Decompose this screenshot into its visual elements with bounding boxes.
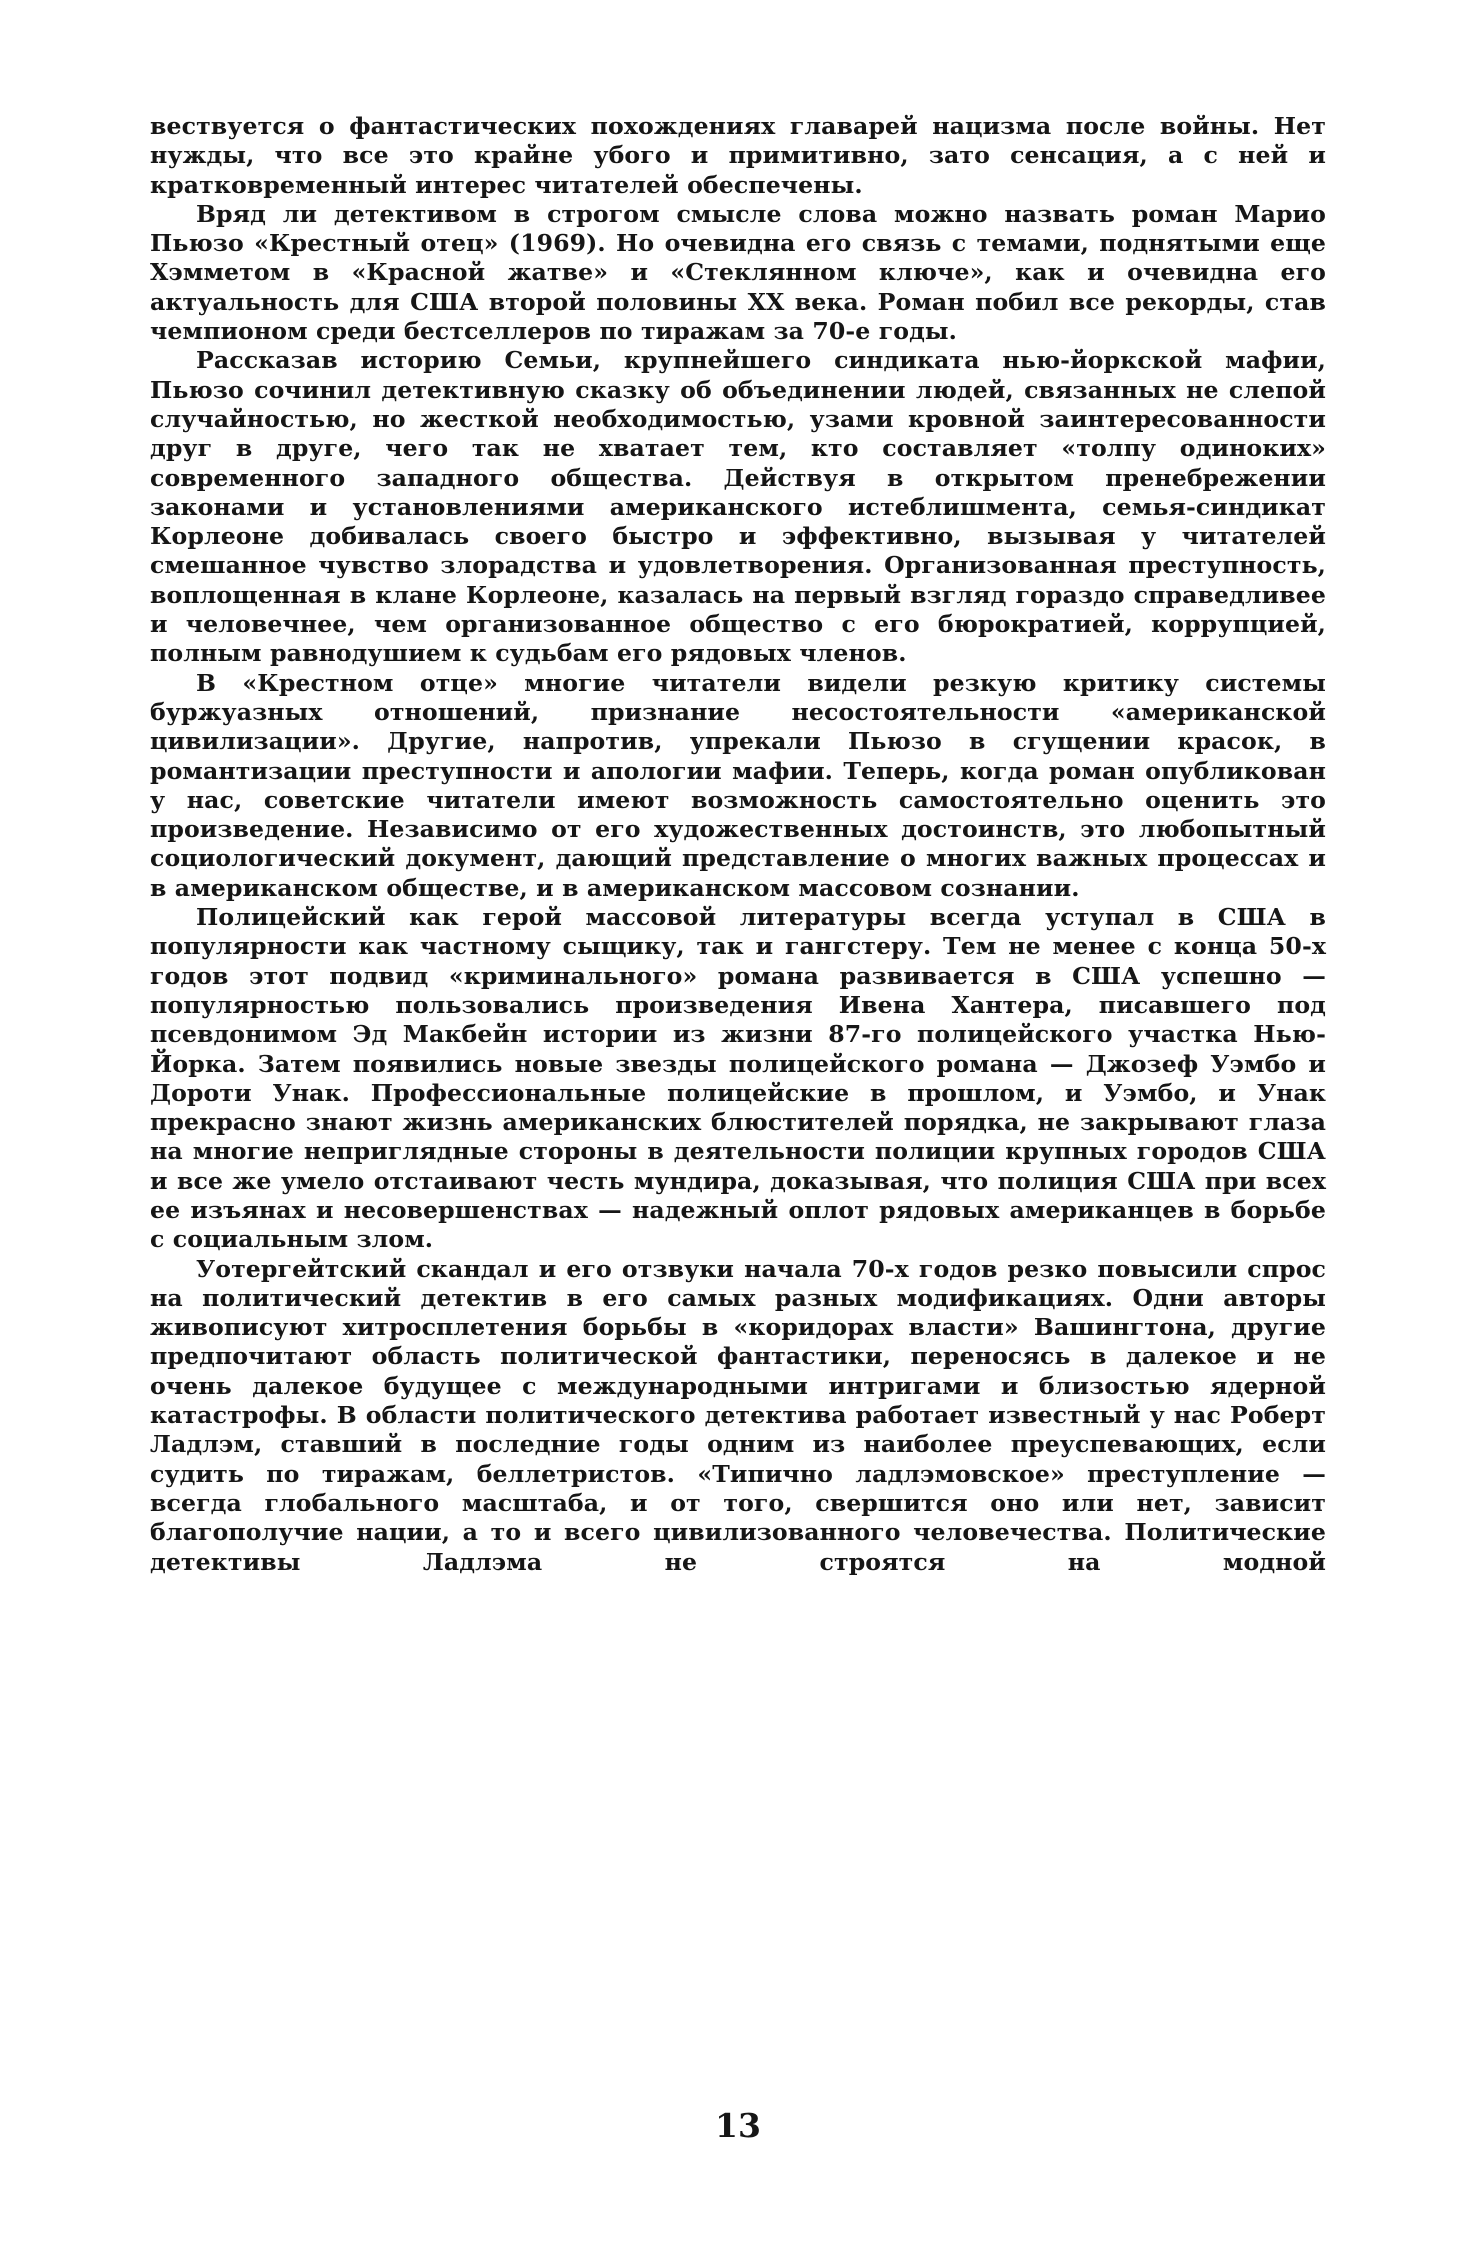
paragraph-6: Уотергейтский скандал и его отзвуки начала 70-х годов резко повысили спрос на политический детектив в его самых разных модификациях. Одни авторы живописуют хитросплетения борьбы в «коридорах власти» Вашингтона, другие предпочитают область политической фантастики, переносясь в далекое и не очень далекое будущее с международными интригами и близостью ядерной катастрофы. В области политического детектива работает известный у нас Роберт Ладлэм, ставший в последние годы одним из наиболее преуспевающих, если судить по тиражам, беллетристов. «Типично ладлэмовское» преступление — всегда глобального масштаба, и от того, свершится оно или нет, зависит благополучие нации, а то и всего цивилизованного человечества. Политические детективы Ладлэма не строятся на модной (150, 1254, 1326, 1576)
paragraph-1: вествуется о фантастических похождениях главарей нацизма после войны. Нет нужды, что все это крайне убого и примитивно, зато сенсация, а с ней и кратковременный интерес читателей обеспечены. (150, 112, 1326, 199)
paragraph-5: Полицейский как герой массовой литературы всегда уступал в США в популярности как частному сыщику, так и гангстеру. Тем не менее с конца 50-х годов этот подвид «криминального» романа развивается в США успешно — популярностью пользовались произведения Ивена Хантера, писавшего под псевдонимом Эд Макбейн истории из жизни 87-го полицейского участка Нью-Йорка. Затем появились новые звезды полицейского романа — Джозеф Уэмбо и Дороти Унак. Профессиональные полицейские в прошлом, и Уэмбо, и Унак прекрасно знают жизнь американских блюстителей порядка, не закрывают глаза на многие неприглядные стороны в деятельности полиции крупных городов США и все же умело отстаивают честь мундира, доказывая, что полиция США при всех ее изъянах и несовершенствах — надежный оплот рядовых американцев в борьбе с социальным злом. (150, 903, 1326, 1254)
book-page-text (150, 112, 1326, 1577)
paragraph-3: Рассказав историю Семьи, крупнейшего синдиката нью-йоркской мафии, Пьюзо сочинил детективную сказку об объединении людей, связанных не слепой случайностью, но жесткой необходимостью, узами кровной заинтересованности друг в друге, чего так не хватает тем, кто составляет «толпу одиноких» современного западного общества. Действуя в открытом пренебрежении законами и установлениями американского истеблишмента, семья-синдикат Корлеоне добивалась своего быстро и эффективно, вызывая у читателей смешанное чувство злорадства и удовлетворения. Организованная преступность, воплощенная в клане Корлеоне, казалась на первый взгляд гораздо справедливее и человечнее, чем организованное общество с его бюрократией, коррупцией, полным равнодушием к судьбам его рядовых членов. (150, 346, 1326, 668)
paragraph-4: В «Крестном отце» многие читатели видели резкую критику системы буржуазных отношений, признание несостоятельности «американской цивилизации». Другие, напротив, упрекали Пьюзо в сгущении красок, в романтизации преступности и апологии мафии. Теперь, когда роман опубликован у нас, советские читатели имеют возможность самостоятельно оценить это произведение. Независимо от его художественных достоинств, это любопытный социологический документ, дающий представление о многих важных процессах и в американском обществе, и в американском массовом сознании. (150, 668, 1326, 902)
page-number: 13 (715, 2106, 761, 2145)
paragraph-2: Вряд ли детективом в строгом смысле слова можно назвать роман Марио Пьюзо «Крестный отец» (1969). Но очевидна его связь с темами, поднятыми еще Хэмметом в «Красной жатве» и «Стеклянном ключе», как и очевидна его актуальность для США второй половины XX века. Роман побил все рекорды, став чемпионом среди бестселлеров по тиражам за 70-е годы. (150, 199, 1326, 346)
